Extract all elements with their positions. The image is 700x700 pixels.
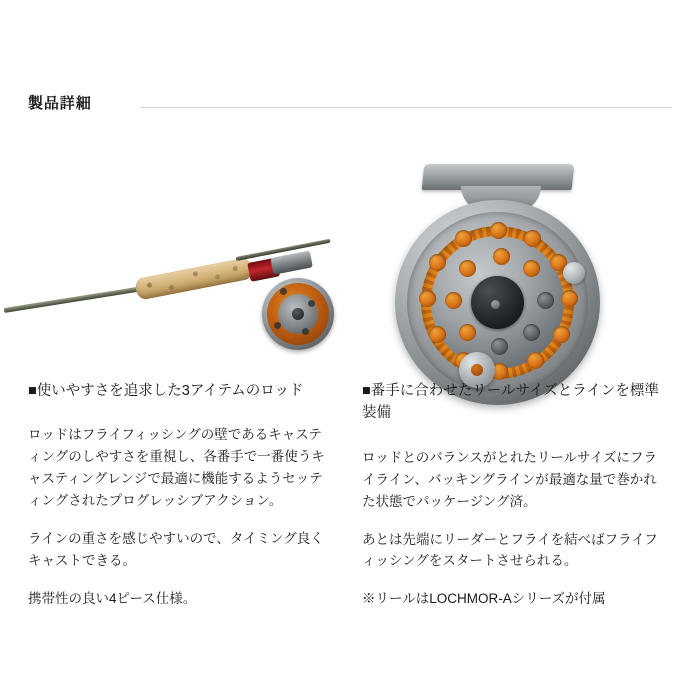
reel-port — [429, 326, 446, 343]
reel-inner-port — [491, 338, 508, 355]
reel-series-note: ※リールはLOCHMOR-Aシリーズが付属 — [362, 591, 606, 607]
reel-handle-knob — [563, 262, 585, 284]
reel-body — [395, 200, 600, 405]
rod-reel-port — [280, 288, 287, 295]
reel-inner-port — [445, 292, 462, 309]
reel-inner-port — [523, 324, 540, 341]
reel-port — [419, 290, 436, 307]
rod-reel-port — [308, 300, 315, 307]
reel-seat — [270, 251, 313, 275]
reel-inner-port — [537, 292, 554, 309]
reel-port — [527, 352, 544, 369]
reel-description-paragraph-2: あとは先端にリーダーとフライを結べばフライフィッシングをスタートさせられる。 — [362, 531, 658, 569]
reel-inner-port — [459, 260, 476, 277]
reel-inner-port — [523, 260, 540, 277]
reel-inner-port — [493, 248, 510, 265]
rod-mounted-reel — [262, 278, 334, 350]
reel-port — [553, 326, 570, 343]
rod-description-paragraph-1: ロッドはフライフィッシングの壁であるキャスティングのしやすさを重視し、各番手で一番使うキャスティングレンジで最適に機能するようセッティングされたプログレッシブアクション。 — [28, 427, 325, 509]
rod-description-paragraph-2: ラインの重さを感じやすいので、タイミング良くキャストできる。 — [28, 530, 324, 568]
page-title: 製品詳細 — [28, 95, 92, 113]
reel-port — [490, 222, 507, 239]
cork-grip — [134, 257, 254, 301]
rod-description-column — [28, 380, 328, 609]
rod-reel-port — [274, 322, 281, 329]
reel-port — [455, 230, 472, 247]
rod-description-paragraph-3: 携帯性の良い4ピース仕様。 — [28, 590, 197, 606]
reel-hub-center — [491, 300, 500, 309]
reel-port — [561, 290, 578, 307]
rod-description-title: ■使いやすさを追求した3アイテムのロッド — [28, 383, 304, 399]
reel-description-title: ■番手に合わせたリールサイズとラインを標準装備 — [362, 383, 659, 422]
reel-port — [524, 230, 541, 247]
product-photo-band — [0, 140, 700, 365]
rod-reel-port — [302, 328, 309, 335]
fly-rod-photo — [0, 200, 350, 350]
rod-reel-hub — [292, 308, 304, 320]
heading-divider — [140, 107, 672, 108]
fly-reel-photo — [375, 150, 665, 365]
reel-description-paragraph-1: ロッドとのバランスがとれたリールサイズにフライライン、バッキングラインが最適な量で巻かれた状態でパッケージング済。 — [362, 449, 657, 509]
reel-description-column — [362, 380, 662, 610]
reel-inner-port — [459, 324, 476, 341]
reel-port — [429, 254, 446, 271]
